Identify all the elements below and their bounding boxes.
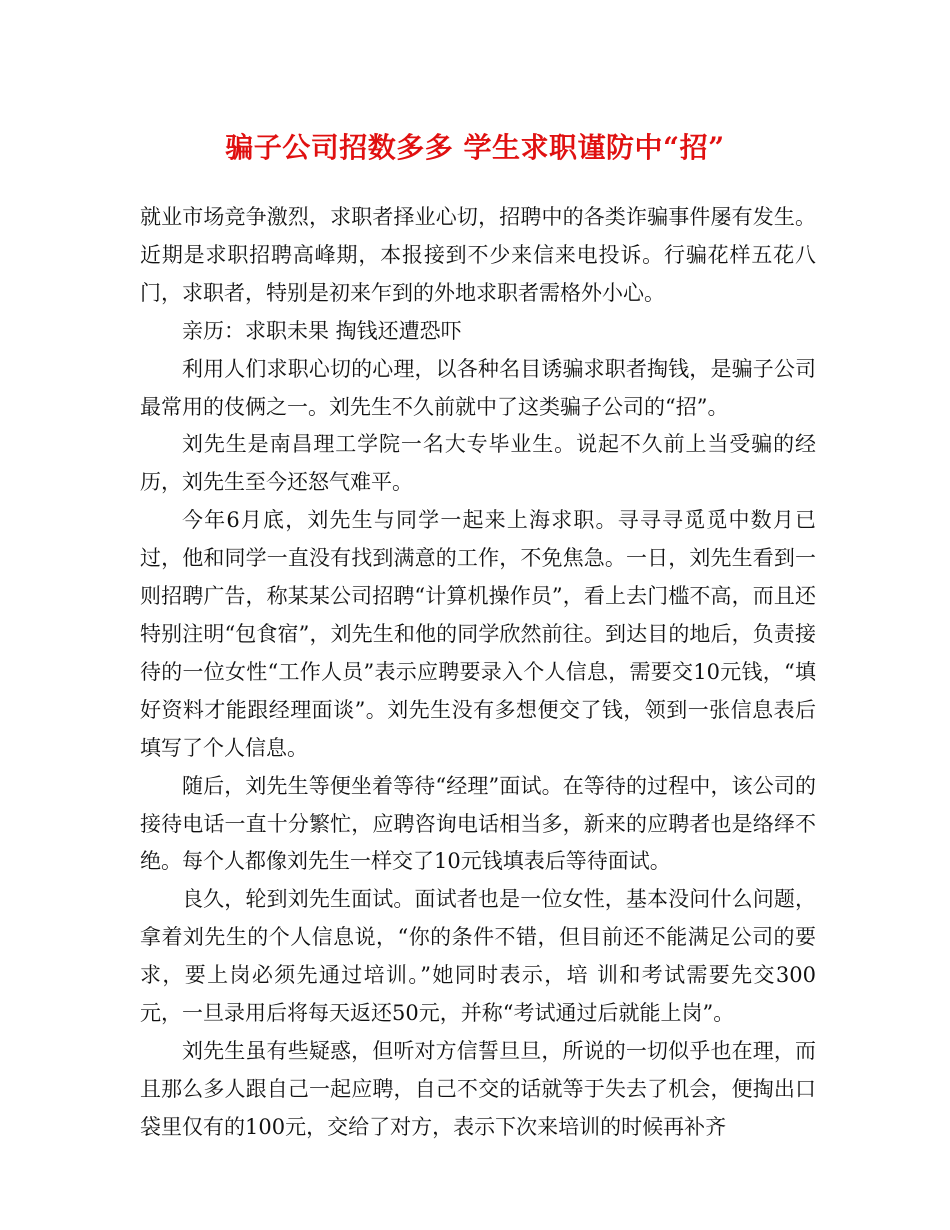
- paragraph-subheading: 亲历：求职未果 掏钱还遭恐吓: [182, 318, 462, 343]
- article-title: 骗子公司招数多多 学生求职谨防中“招”: [225, 131, 725, 164]
- paragraph: 刘先生是南昌理工学院一名大专毕业生。说起不久前上当受骗的经历，刘先生至今还怒气难平。: [140, 432, 816, 495]
- paragraph-intro: 就业市场竞争激烈，求职者择业心切，招聘中的各类诈骗事件屡有发生。近期是求职招聘高峰期，本报接到不少来信来电投诉。行骗花样五花八门，求职者，特别是初来乍到的外地求职者需格外小心。: [140, 205, 816, 305]
- paragraph: 今年6月底，刘先生与同学一起来上海求职。寻寻寻觅觅中数月已过，他和同学一直没有找到满意的工作，不免焦急。一日，刘先生看到一则招聘广告，称某某公司招聘“计算机操作员”，看上去门槛不高，而且还特别注明“包食宿”，刘先生和他的同学欣然前往。到达目的地后，负责接待的一位女性“工作人员”表示应聘要录入个人信息，需要交10元钱，“填好资料才能跟经理面谈”。刘先生没有多想便交了钱，领到一张信息表后填写了个人信息。: [140, 508, 816, 760]
- article-body: [140, 199, 816, 1147]
- paragraph: 良久，轮到刘先生面试。面试者也是一位女性，基本没问什么问题，拿着刘先生的个人信息说，“你的条件不错，但目前还不能满足公司的要求，要上岗必须先通过培训。”她同时表示，培 训和考试需要先交300元，一旦录用后将每天返还50元，并称“考试通过后就能上岗”。: [140, 887, 816, 1026]
- paragraph: 刘先生虽有些疑惑，但听对方信誓旦旦，所说的一切似乎也在理，而且那么多人跟自己一起应聘，自己不交的话就等于失去了机会，便掏出口袋里仅有的100元，交给了对方，表示下次来培训的时候再补齐: [140, 1038, 816, 1139]
- paragraph: 利用人们求职心切的心理，以各种名目诱骗求职者掏钱，是骗子公司最常用的伎俩之一。刘先生不久前就中了这类骗子公司的“招”。: [140, 356, 816, 419]
- paragraph: 随后，刘先生等便坐着等待“经理”面试。在等待的过程中，该公司的接待电话一直十分繁忙，应聘咨询电话相当多，新来的应聘者也是络绎不绝。每个人都像刘先生一样交了10元钱填表后等待面试。: [140, 773, 816, 874]
